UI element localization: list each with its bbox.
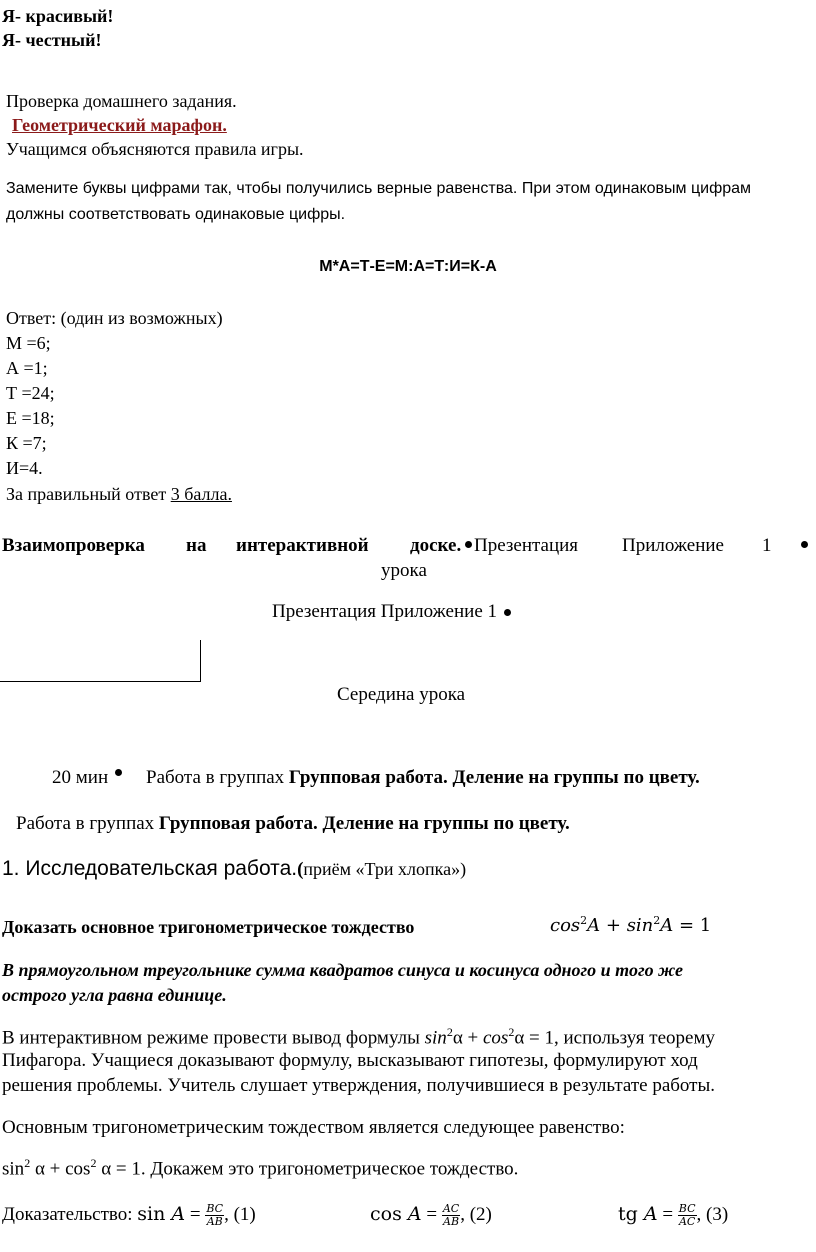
- answer-item: Т =24;: [6, 383, 55, 403]
- score-prefix: За правильный ответ: [6, 484, 171, 504]
- research-paren: (: [297, 859, 304, 880]
- bullet-icon: [801, 541, 808, 548]
- middle-title: Середина урока: [337, 684, 466, 705]
- paragraph-line-1-a: В интерактивном режиме провести вывод формулы: [2, 1027, 425, 1049]
- header-line-1: Я- красивый!: [2, 6, 114, 26]
- score-line: [6, 484, 232, 505]
- answer-label: Ответ: (один из возможных): [6, 308, 223, 328]
- group-work-line: [146, 767, 700, 789]
- peer-check-word-3: интерактивной: [236, 535, 369, 556]
- score-value: 3 балла.: [170, 484, 232, 504]
- group-work-bold: Групповая работа. Деление на группы по цвету.: [288, 767, 700, 788]
- homework-title: Проверка домашнего задания.: [6, 91, 237, 111]
- presentation-line: [272, 601, 511, 623]
- lesson-word: урока: [381, 560, 427, 581]
- research-title-line: [2, 857, 466, 881]
- equation: М*А=Т-Е=М:А=Т:И=К-А: [319, 258, 497, 275]
- cos-formula: cos A = $\frac{AC}{AB}$ , (2): [370, 1202, 492, 1229]
- identity-tail: α = 1. Докажем это тригонометрическое тождество.: [96, 1158, 519, 1180]
- formula-tag-2: , (2): [460, 1204, 492, 1225]
- research-technique: приём «Три хлопка»): [303, 859, 467, 879]
- group-work-line-2: [16, 813, 570, 835]
- empty-table-cell: [0, 640, 201, 682]
- answer-item: К =7;: [6, 433, 47, 453]
- paragraph-line-1-b: = 1, используя теорему: [524, 1027, 715, 1049]
- time-label: 20 мин: [52, 767, 109, 788]
- bullet-icon: [115, 769, 122, 776]
- formula-tag-3: , (3): [696, 1204, 729, 1225]
- research-title: 1. Исследовательская работа.: [2, 857, 298, 880]
- italic-statement-line-1: В прямоугольном треугольнике сумма квадратов синуса и косинуса одного и того же: [2, 960, 683, 980]
- italic-statement-line-2: острого угла равна единице.: [2, 985, 227, 1005]
- group-work-bold-2: Групповая работа. Деление на группы по цвету.: [158, 813, 570, 834]
- task-line-2: должны соответствовать одинаковые цифры.: [6, 206, 346, 223]
- answer-item: И=4.: [6, 458, 43, 478]
- peer-check-word-4: доске.: [410, 535, 462, 556]
- group-work-text: Работа в группах: [146, 767, 289, 788]
- fraction-1: $\frac{BC}{AB}$: [206, 1202, 224, 1229]
- presentation-word: Презентация: [474, 535, 579, 556]
- prove-label: Доказать основное тригонометрическое тождество: [2, 917, 415, 937]
- rules-text: Учащимся объясняются правила игры.: [6, 139, 304, 159]
- proof-label: Доказательство:: [2, 1204, 138, 1225]
- identity-formula: $\cos^2A + \sin^2A = 1$: [550, 914, 712, 936]
- answer-item: Е =18;: [6, 408, 55, 428]
- paragraph-line-3: решения проблемы. Учитель слушает утверждения, получившиеся в результате работы.: [2, 1075, 715, 1096]
- header-line-2: Я- честный!: [2, 30, 102, 50]
- formula-tag-1: , (1): [224, 1204, 256, 1225]
- peer-check-label: Взаимопроверка: [2, 535, 145, 556]
- answer-item: М =6;: [6, 333, 51, 353]
- bullet-icon: [465, 541, 472, 548]
- fraction-3: $\frac{BC}{AC}$: [678, 1202, 696, 1229]
- peer-check-word-2: на: [186, 535, 207, 556]
- appendix-number: 1: [762, 535, 772, 556]
- formula-inline: sin: [424, 1027, 447, 1049]
- paragraph-line-2: Пифагора. Учащиеся доказывают формулу, высказывают гипотезы, формулируют ход: [2, 1050, 698, 1071]
- group-work-text-2: Работа в группах: [16, 813, 159, 834]
- proof-line: Доказательство: sin A = $\frac{BC}{AB}$ , (1): [2, 1202, 256, 1229]
- answer-item: А =1;: [6, 358, 48, 378]
- presentation-line-text: Презентация Приложение 1: [272, 601, 498, 622]
- basic-identity-text: Основным тригонометрическим тождеством является следующее равенство:: [2, 1117, 625, 1138]
- task-line-1: Замените буквы цифрами так, чтобы получились верные равенства. При этом одинаковым цифрам: [6, 180, 752, 197]
- paragraph-line-1: В интерактивном режиме провести вывод формулы $\sin^2\alpha + \cos^2\alpha = 1$, используя теорему: [2, 1025, 715, 1049]
- bullet-icon: [504, 609, 511, 616]
- tg-formula: tg A = $\frac{BC}{AC}$ , (3): [618, 1202, 729, 1229]
- marathon-title: Геометрический марафон.: [12, 115, 227, 135]
- fraction-2: $\frac{AC}{AB}$: [442, 1202, 460, 1229]
- sin-cos-identity-line: $\sin^2 \alpha + \cos^2 \alpha = 1$. Докажем это тригонометрическое тождество.: [2, 1156, 519, 1180]
- appendix-word: Приложение: [622, 535, 724, 556]
